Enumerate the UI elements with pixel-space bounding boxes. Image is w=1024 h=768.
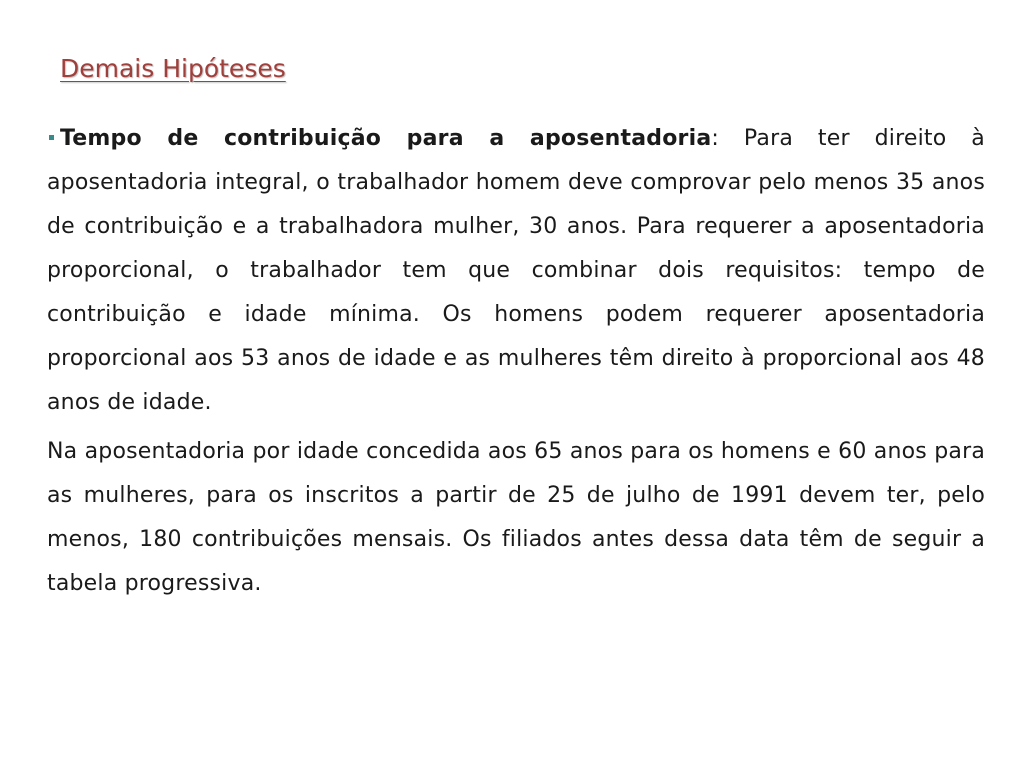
slide-content [47, 117, 985, 606]
square-bullet-icon [49, 135, 54, 140]
slide-title: Demais Hipóteses [60, 54, 286, 83]
paragraph-retirement-age: Na aposentadoria por idade concedida aos 65 anos para os homens e 60 anos para as mulheres, para os inscritos a partir de 25 de julho de 1991 devem ter, pelo menos, 180 contribuições mensais. Os filiados antes dessa data têm de seguir a tabela progressiva. [47, 439, 985, 596]
paragraph-heading: Tempo de contribuição para a aposentadoria [60, 126, 712, 151]
heading-separator: : [711, 126, 720, 151]
paragraph-retirement-contribution [47, 117, 985, 425]
paragraph-body: Para ter direito à aposentadoria integral, o trabalhador homem deve comprovar pelo menos 35 anos de contribuição e a trabalhadora mulher, 30 anos. Para requerer a aposentadoria proporcional, o trabalhador tem que combinar dois requisitos: tempo de contribuição e idade mínima. Os homens podem requerer aposentadoria proporcional aos 53 anos de idade e as mulheres têm direito à proporcional aos 48 anos de idade. [47, 126, 985, 415]
